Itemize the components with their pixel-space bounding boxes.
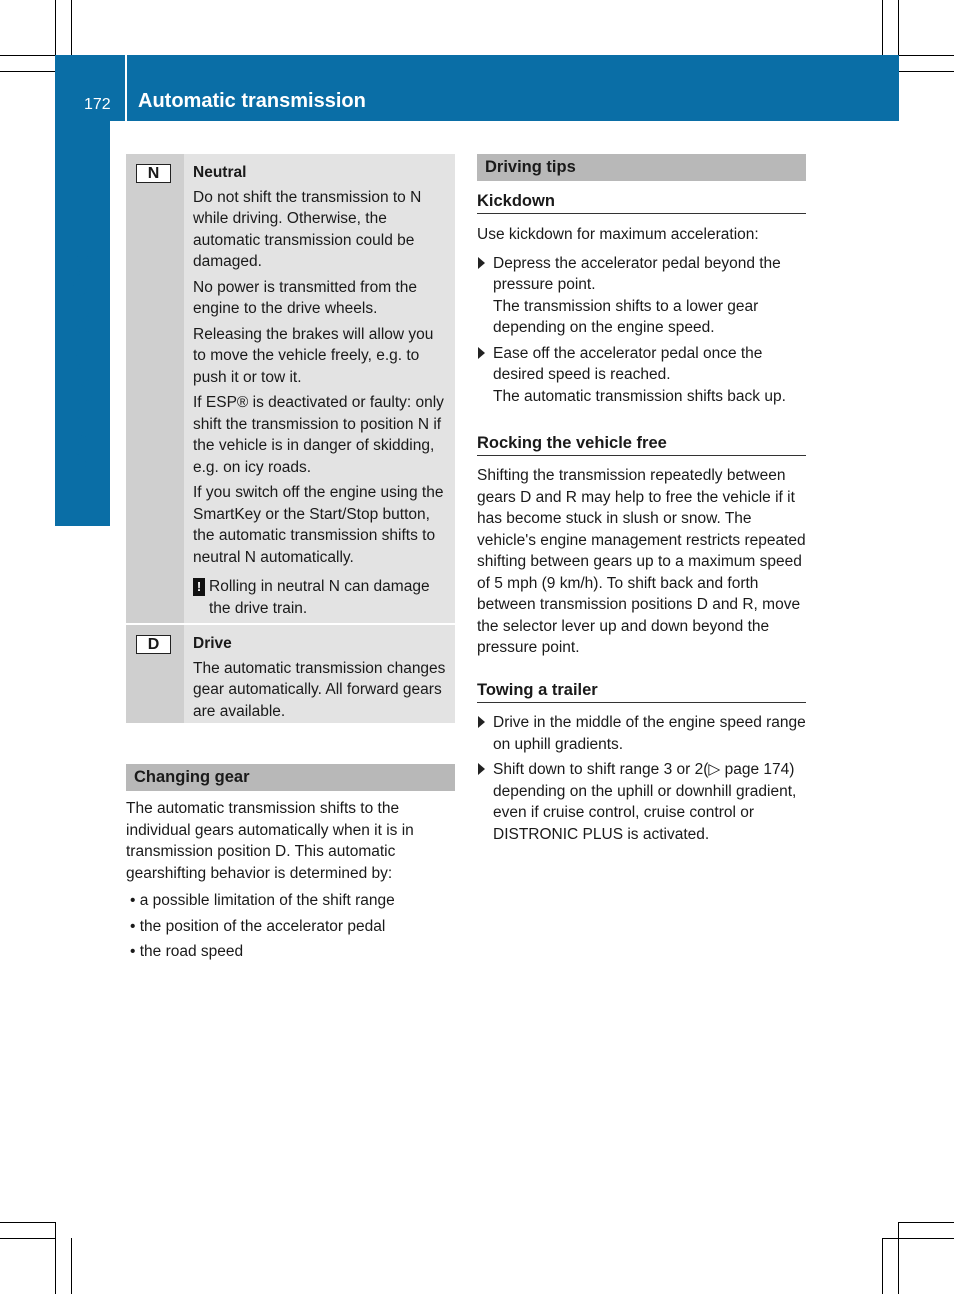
crop-mark xyxy=(898,1222,899,1294)
warning-text: Rolling in neutral N can damage the drive train. xyxy=(209,578,430,617)
crop-mark xyxy=(882,1238,883,1294)
crop-mark xyxy=(898,55,954,56)
gear-paragraph: If you switch off the engine using the SmartKey or the Start/Stop button, the automatic transmission shifts to neutral N automatically. xyxy=(193,484,444,566)
step-list xyxy=(477,253,806,408)
gear-row-neutral xyxy=(126,154,455,625)
bullet-list xyxy=(126,890,455,963)
crop-mark xyxy=(0,55,56,56)
chapter-label: Driving and parking xyxy=(68,251,95,477)
list-item xyxy=(477,343,806,408)
gear-description xyxy=(184,625,455,723)
changing-gear-text xyxy=(126,798,455,967)
gear-paragraph: The automatic transmission changes gear automatically. All forward gears are available. xyxy=(193,659,446,720)
gear-key-cell xyxy=(126,625,184,723)
section-heading-driving-tips: Driving tips xyxy=(477,154,806,181)
crop-mark xyxy=(882,1238,954,1239)
gear-paragraph: Releasing the brakes will allow you to move the vehicle freely, e.g. to push it or tow it. xyxy=(193,325,434,386)
step-arrow-icon xyxy=(478,716,485,728)
list-item xyxy=(477,253,806,339)
crop-mark xyxy=(0,71,56,72)
step-arrow-icon xyxy=(478,347,485,359)
gear-paragraph: Do not shift the transmission to N while driving. Otherwise, the automatic transmission could be damaged. xyxy=(193,188,422,270)
list-item xyxy=(477,712,806,755)
gear-paragraph: If ESP® is deactivated or faulty: only shift the transmission to position N if the vehicle is in danger of skidding, e.g. on icy roads. xyxy=(193,394,444,476)
changing-gear-intro: The automatic transmission shifts to the individual gears automatically when it is in transmission position D. This automatic gearshifting behavior is determined by: xyxy=(126,800,414,882)
crop-mark xyxy=(55,1222,56,1294)
step-result: The automatic transmission shifts back up. xyxy=(493,387,786,405)
crop-mark xyxy=(898,71,954,72)
crop-mark xyxy=(882,0,883,56)
subheading-towing: Towing a trailer xyxy=(477,681,806,703)
crop-mark xyxy=(71,1238,72,1294)
step-arrow-icon xyxy=(478,763,485,775)
step-text: Depress the accelerator pedal beyond the pressure point. xyxy=(493,254,781,293)
kickdown-intro: Use kickdown for maximum acceleration: xyxy=(477,226,759,243)
step-result: The transmission shifts to a lower gear depending on the engine speed. xyxy=(493,297,759,336)
header-divider xyxy=(125,55,127,121)
list-item: • a possible limitation of the shift range xyxy=(130,892,395,909)
rocking-paragraph: Shifting the transmission repeatedly between gears D and R may help to free the vehicle if it has become stuck in slush or snow. The vehicle's engine management restricts repeated shifting between gears up to a maximum speed of 5 mph (9 km/h). To shift back and forth between transmission positions D and R, move the selector lever up and down beyond the pressure point. xyxy=(477,467,806,656)
crop-mark xyxy=(0,1238,56,1239)
crop-mark xyxy=(0,1222,56,1223)
gear-description xyxy=(184,154,455,623)
warning-note xyxy=(193,576,448,619)
list-item: • the road speed xyxy=(130,943,244,960)
page-title: Automatic transmission xyxy=(138,90,366,112)
step-list xyxy=(477,712,806,845)
warning-icon: ! xyxy=(193,578,205,596)
gear-paragraph: No power is transmitted from the engine to the drive wheels. xyxy=(193,278,417,317)
list-item: • the position of the accelerator pedal xyxy=(130,917,386,935)
step-arrow-icon xyxy=(478,257,485,269)
subheading-kickdown: Kickdown xyxy=(477,192,806,214)
kickdown-text xyxy=(477,224,806,411)
list-item xyxy=(477,759,806,845)
crop-mark xyxy=(898,1222,954,1223)
step-text: Drive in the middle of the engine speed range on uphill gradients. xyxy=(493,714,806,753)
gear-table xyxy=(126,154,455,723)
page-number: 172 xyxy=(84,96,111,113)
gear-n-badge: N xyxy=(136,164,171,183)
section-heading-changing-gear: Changing gear xyxy=(126,764,455,791)
step-text: Ease off the accelerator pedal once the desired speed is reached. xyxy=(493,344,763,383)
gear-key-cell xyxy=(126,154,184,623)
gear-row-drive xyxy=(126,625,455,723)
subheading-rocking: Rocking the vehicle free xyxy=(477,434,806,456)
gear-name: Drive xyxy=(193,635,232,652)
gear-d-badge: D xyxy=(136,635,171,654)
towing-text xyxy=(477,712,806,849)
gear-name: Neutral xyxy=(193,164,247,181)
step-text: Shift down to shift range 3 or 2(▷ page 174) depending on the uphill or downhill gradient, even if cruise control, cruise control or DISTRONIC PLUS is activated. xyxy=(493,761,797,843)
rocking-text xyxy=(477,465,806,667)
crop-mark xyxy=(71,0,72,56)
